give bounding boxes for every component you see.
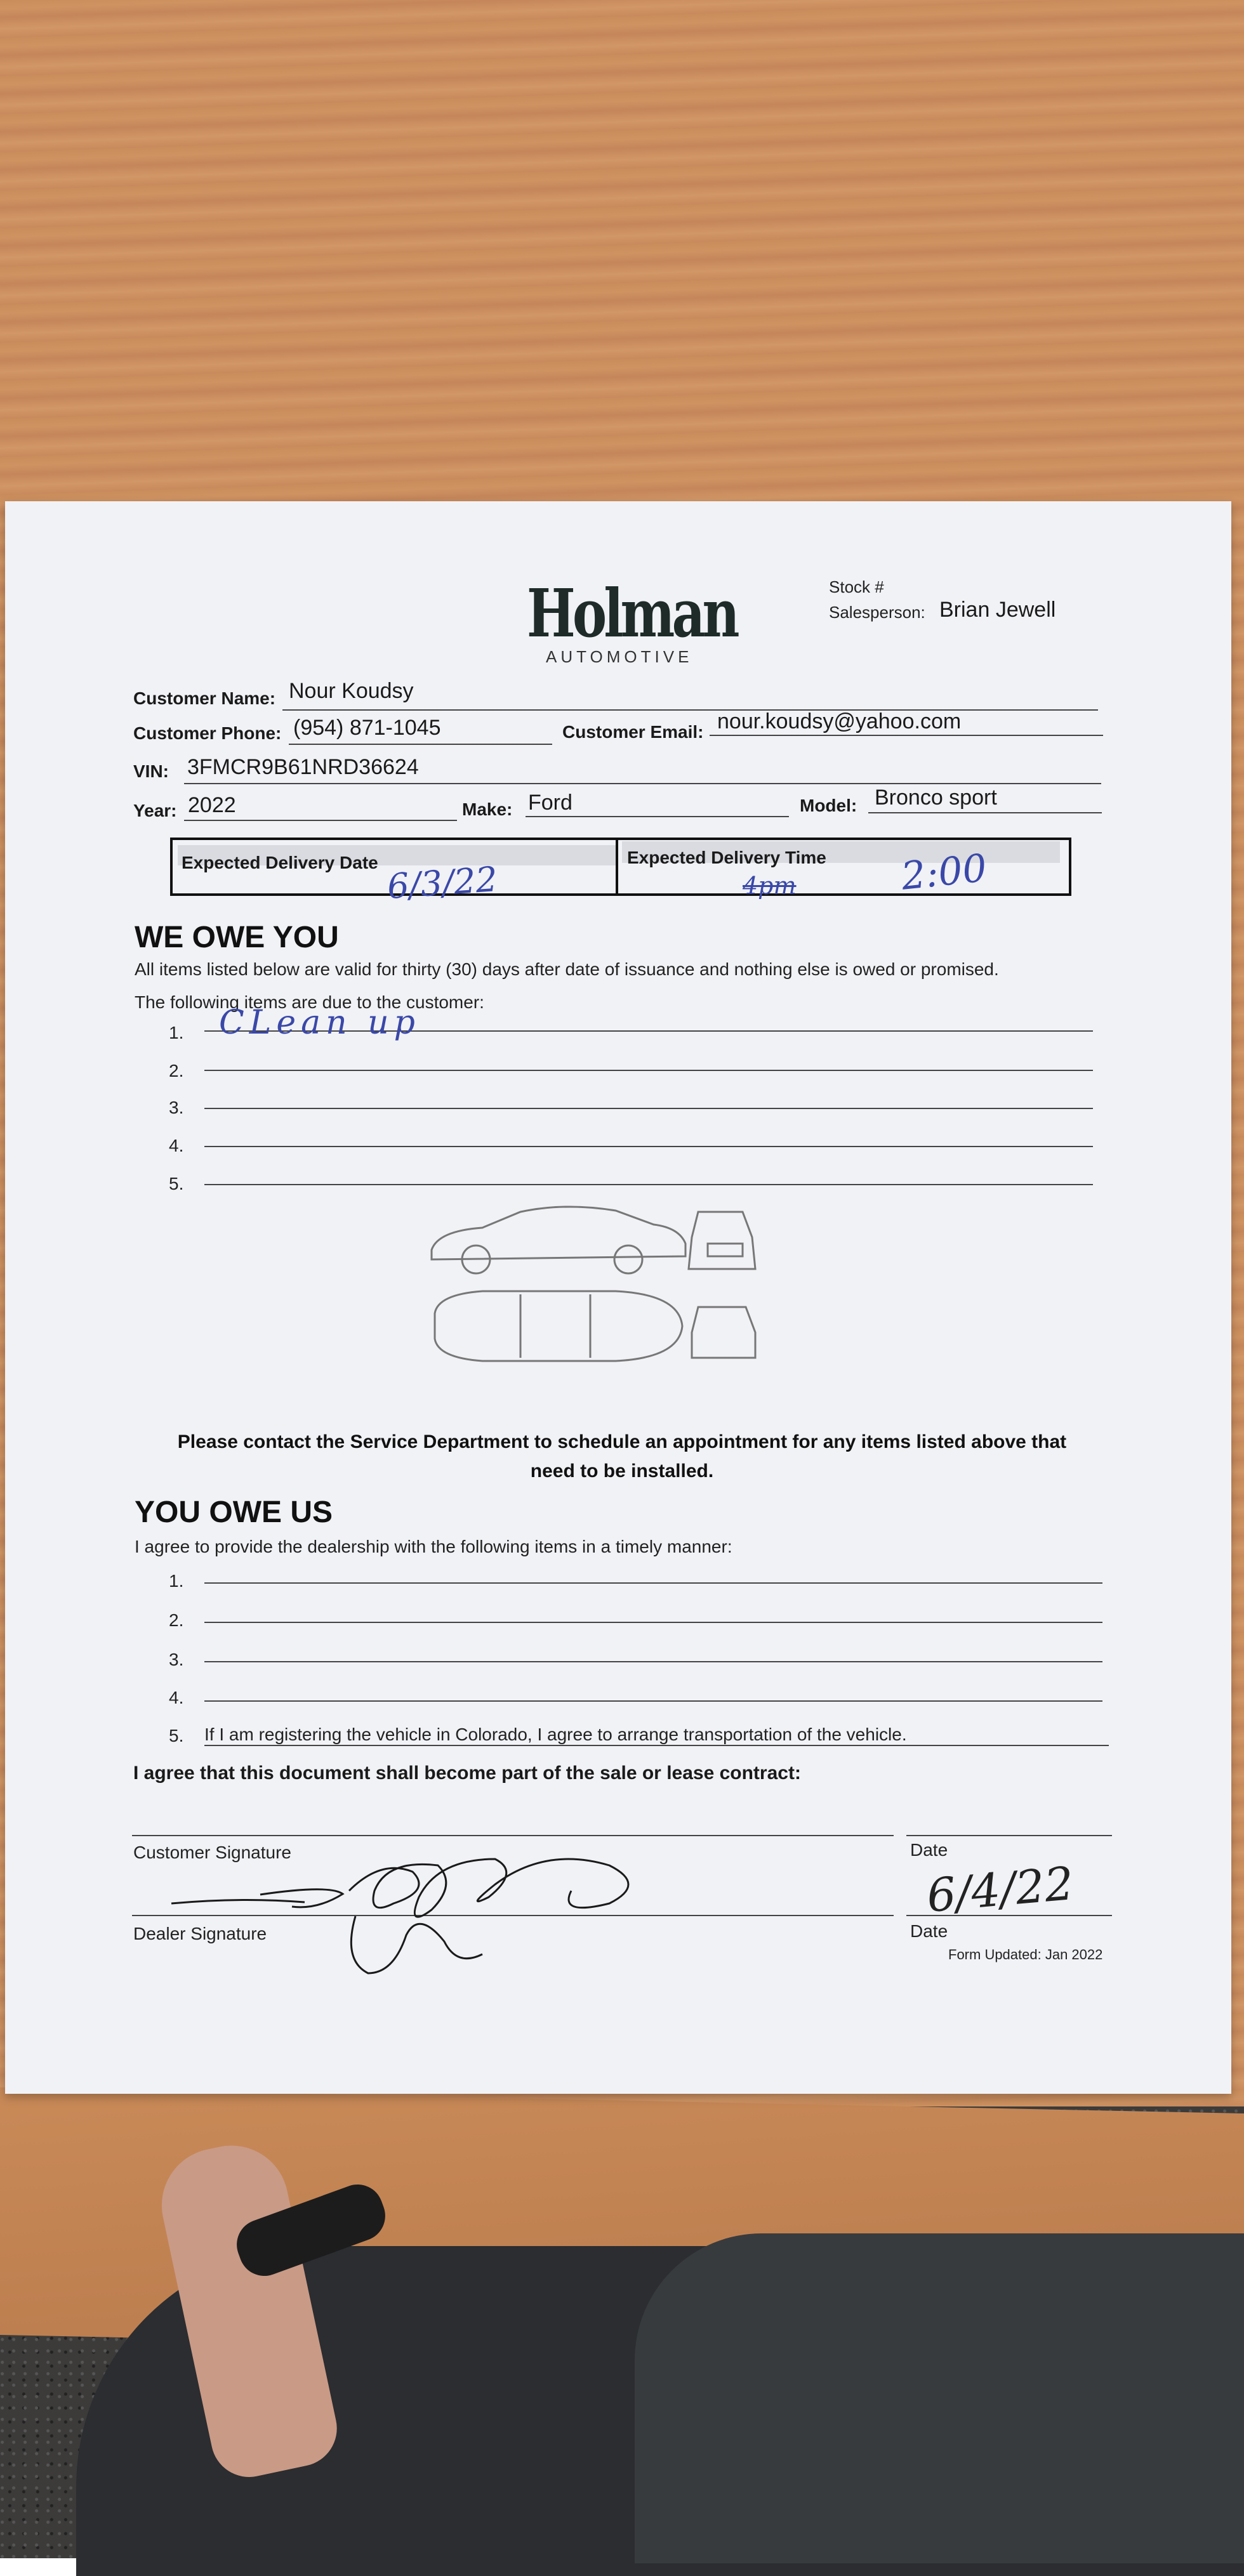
vehicle-damage-diagram xyxy=(425,1199,819,1402)
make-label: Make: xyxy=(462,799,513,819)
vin-value: 3FMCR9B61NRD36624 xyxy=(187,755,419,779)
delivery-time-struck: 4pm xyxy=(743,872,797,900)
form-updated-note: Form Updated: Jan 2022 xyxy=(948,1947,1103,1962)
you-owe-us-heading: YOU OWE US xyxy=(135,1495,333,1529)
we-owe-item-line xyxy=(204,1070,1093,1071)
you-owe-item-line xyxy=(204,1622,1102,1623)
salesperson-value: Brian Jewell xyxy=(939,598,1056,622)
we-owe-item-line xyxy=(204,1146,1093,1147)
service-contact-line1: Please contact the Service Department to schedule an appointment for any items listed above that xyxy=(177,1431,1067,1452)
you-owe-item-number: 3. xyxy=(169,1650,184,1669)
car-front-view-icon xyxy=(689,1212,755,1269)
stock-label: Stock # xyxy=(829,577,884,596)
we-owe-item-number: 5. xyxy=(169,1174,184,1193)
delivery-box-divider xyxy=(616,838,618,896)
logo-subtitle: AUTOMOTIVE xyxy=(546,647,693,666)
you-owe-item-line xyxy=(204,1700,1102,1702)
customer-email-value: nour.koudsy@yahoo.com xyxy=(717,709,962,733)
you-owe-item-line xyxy=(204,1582,1102,1584)
you-owe-intro-text: I agree to provide the dealership with the following items in a timely manner: xyxy=(135,1537,732,1556)
service-contact-line2: need to be installed. xyxy=(530,1461,714,1482)
we-owe-item-line xyxy=(204,1184,1093,1185)
dealer-signature-label: Dealer Signature xyxy=(133,1924,267,1943)
dealer-date-label: Date xyxy=(910,1921,948,1941)
customer-name-value: Nour Koudsy xyxy=(289,679,414,703)
handwritten-signature xyxy=(165,1834,660,1980)
you-owe-item-number: 4. xyxy=(169,1688,184,1707)
we-owe-item-number: 1. xyxy=(169,1023,184,1042)
delivery-time-handwritten: 2:00 xyxy=(899,846,989,899)
year-label: Year: xyxy=(133,801,177,820)
car-side-view-icon xyxy=(432,1207,685,1259)
customer-phone-value: (954) 871-1045 xyxy=(293,716,441,740)
customer-date-line xyxy=(906,1835,1112,1836)
we-owe-validity-text: All items listed below are valid for thirty (30) days after date of issuance and nothing else is owed or promised. xyxy=(135,959,999,979)
vin-label: VIN: xyxy=(133,761,169,781)
we-owe-item-line xyxy=(204,1108,1093,1109)
customer-date-label: Date xyxy=(910,1840,948,1860)
we-owe-item-handwritten: CLean up xyxy=(219,1004,420,1042)
customer-name-line xyxy=(282,709,1098,711)
we-owe-you-heading: WE OWE YOU xyxy=(135,921,339,954)
car-top-view-icon xyxy=(435,1291,682,1361)
delivery-date-handwritten: 6/3/22 xyxy=(386,859,499,907)
model-line xyxy=(868,812,1102,813)
vin-line xyxy=(184,783,1101,784)
year-value: 2022 xyxy=(188,793,236,817)
you-owe-colorado-transport-text: If I am registering the vehicle in Colorado, I agree to arrange transportation of the vehicle. xyxy=(204,1725,1109,1746)
customer-name-label: Customer Name: xyxy=(133,688,276,708)
customer-email-label: Customer Email: xyxy=(562,722,704,742)
delivery-time-label: Expected Delivery Time xyxy=(627,848,826,867)
delivery-date-label: Expected Delivery Date xyxy=(182,853,378,872)
dealer-date-handwritten: 6/4/22 xyxy=(924,1856,1076,1922)
we-owe-item-number: 3. xyxy=(169,1098,184,1117)
you-owe-item-number: 5. xyxy=(169,1726,184,1745)
model-value: Bronco sport xyxy=(875,785,997,810)
customer-phone-label: Customer Phone: xyxy=(133,723,282,743)
customer-signature-label: Customer Signature xyxy=(133,1843,292,1862)
you-owe-item-number: 1. xyxy=(169,1571,184,1591)
we-owe-intro-text: The following items are due to the customer: xyxy=(135,992,484,1012)
model-label: Model: xyxy=(800,796,857,815)
person-leg-right xyxy=(635,2233,1244,2563)
make-value: Ford xyxy=(528,791,572,815)
customer-email-line xyxy=(710,735,1103,736)
customer-phone-line xyxy=(289,744,552,745)
agreement-statement: I agree that this document shall become part of the sale or lease contract: xyxy=(133,1763,801,1784)
make-line xyxy=(526,816,789,817)
you-owe-item-number: 2. xyxy=(169,1610,184,1630)
holman-logo: Holman xyxy=(527,574,737,652)
year-line xyxy=(184,820,457,821)
salesperson-label: Salesperson: xyxy=(829,603,925,622)
car-rear-view-icon xyxy=(692,1307,755,1358)
we-owe-item-number: 2. xyxy=(169,1061,184,1081)
we-owe-item-number: 4. xyxy=(169,1136,184,1155)
you-owe-item-line xyxy=(204,1661,1102,1662)
